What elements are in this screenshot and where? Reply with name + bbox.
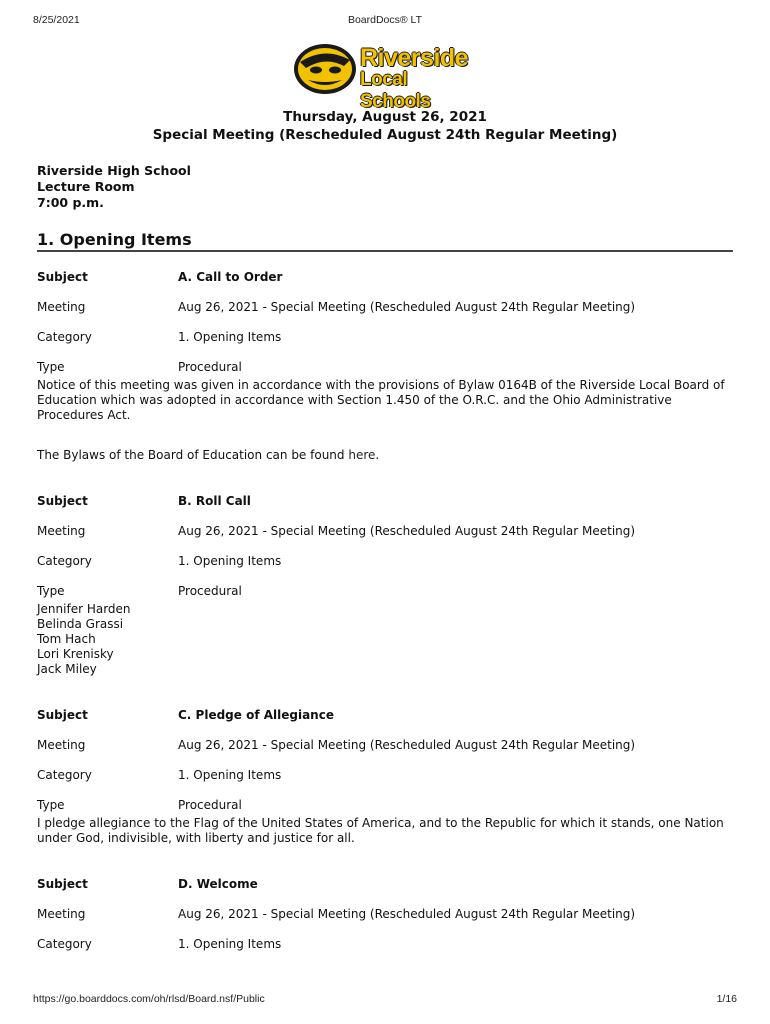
type-label: Type bbox=[37, 584, 65, 598]
meeting-label: Meeting bbox=[37, 524, 86, 538]
location-time: 7:00 p.m. bbox=[37, 195, 104, 210]
item-category: 1. Opening Items bbox=[178, 554, 282, 568]
pledge-text: I pledge allegiance to the Flag of the United States of America, and to the Republic for which it stands, one Nation under God, indivisible, with liberty and justice for all. bbox=[37, 816, 724, 845]
type-label: Type bbox=[37, 360, 65, 374]
type-label: Type bbox=[37, 798, 65, 812]
app-name: BoardDocs® LT bbox=[347, 14, 423, 26]
item-subject-row bbox=[37, 486, 733, 516]
subject-label: Subject bbox=[37, 708, 88, 722]
beaver-mascot-icon bbox=[292, 40, 358, 96]
item-type: Procedural bbox=[178, 584, 242, 598]
item-meeting-row bbox=[37, 899, 733, 929]
location-school: Riverside High School bbox=[37, 163, 191, 178]
meeting-heading bbox=[0, 108, 770, 144]
item-subject: B. Roll Call bbox=[178, 494, 251, 508]
item-category-row bbox=[37, 929, 733, 959]
page-url: https://go.boarddocs.com/oh/rlsd/Board.nsf/Public bbox=[33, 993, 265, 1005]
roll-call-names bbox=[37, 602, 733, 677]
subject-label: Subject bbox=[37, 877, 88, 891]
bylaws-prefix: The Bylaws of the Board of Education can be found bbox=[37, 448, 349, 462]
item-type-row bbox=[37, 790, 733, 820]
bylaws-text bbox=[37, 448, 733, 463]
board-member: Jack Miley bbox=[37, 662, 97, 676]
category-label: Category bbox=[37, 554, 92, 568]
item-meeting: Aug 26, 2021 - Special Meeting (Rescheduled August 24th Regular Meeting) bbox=[178, 524, 636, 538]
subject-label: Subject bbox=[37, 270, 88, 284]
item-meeting: Aug 26, 2021 - Special Meeting (Rescheduled August 24th Regular Meeting) bbox=[178, 300, 636, 314]
location-room: Lecture Room bbox=[37, 179, 135, 194]
meeting-title: Special Meeting (Rescheduled August 24th Regular Meeting) bbox=[152, 127, 618, 143]
board-member: Belinda Grassi bbox=[37, 617, 124, 631]
school-logo bbox=[292, 40, 482, 112]
item-category-row bbox=[37, 546, 733, 576]
item-category-row bbox=[37, 322, 733, 352]
item-meeting: Aug 26, 2021 - Special Meeting (Rescheduled August 24th Regular Meeting) bbox=[178, 738, 636, 752]
print-date: 8/25/2021 bbox=[33, 14, 80, 26]
page-number: 1/16 bbox=[716, 993, 737, 1005]
item-subject-row bbox=[37, 262, 733, 292]
logo-line-2: Local Schools bbox=[360, 69, 431, 112]
item-subject: A. Call to Order bbox=[178, 270, 283, 284]
item-subject-row bbox=[37, 869, 733, 899]
item-type: Procedural bbox=[178, 360, 242, 374]
bylaws-link[interactable]: here bbox=[348, 448, 376, 462]
item-subject-row bbox=[37, 700, 733, 730]
board-member: Tom Hach bbox=[37, 632, 96, 646]
meeting-label: Meeting bbox=[37, 300, 86, 314]
item-meeting-row bbox=[37, 730, 733, 760]
item-meeting-row bbox=[37, 292, 733, 322]
category-label: Category bbox=[37, 768, 92, 782]
bylaws-suffix: . bbox=[375, 448, 380, 462]
meeting-notice: Notice of this meeting was given in accordance with the provisions of Bylaw 0164B of the Riverside Local Board of Education which was adopted in accordance with Section 1.450 of the O.R.C. and the Ohio Administrative Procedures Act. bbox=[37, 378, 725, 422]
item-category: 1. Opening Items bbox=[178, 768, 282, 782]
item-meeting-row bbox=[37, 516, 733, 546]
item-category: 1. Opening Items bbox=[178, 937, 282, 951]
item-meeting: Aug 26, 2021 - Special Meeting (Rescheduled August 24th Regular Meeting) bbox=[178, 907, 636, 921]
category-label: Category bbox=[37, 937, 92, 951]
item-subject: D. Welcome bbox=[178, 877, 258, 891]
item-type-row bbox=[37, 352, 733, 382]
item-category-row bbox=[37, 760, 733, 790]
category-label: Category bbox=[37, 330, 92, 344]
item-type-row bbox=[37, 576, 733, 606]
item-type: Procedural bbox=[178, 798, 242, 812]
meeting-label: Meeting bbox=[37, 907, 86, 921]
meeting-date: Thursday, August 26, 2021 bbox=[283, 109, 487, 125]
agenda-items bbox=[37, 262, 733, 959]
meeting-location bbox=[37, 163, 191, 211]
board-member: Lori Krenisky bbox=[37, 647, 114, 661]
item-category: 1. Opening Items bbox=[178, 330, 282, 344]
logo-line-1: Riverside bbox=[360, 44, 469, 72]
section-title: 1. Opening Items bbox=[37, 230, 733, 252]
meeting-label: Meeting bbox=[37, 738, 86, 752]
board-member: Jennifer Harden bbox=[37, 602, 131, 616]
item-subject: C. Pledge of Allegiance bbox=[178, 708, 334, 722]
subject-label: Subject bbox=[37, 494, 88, 508]
